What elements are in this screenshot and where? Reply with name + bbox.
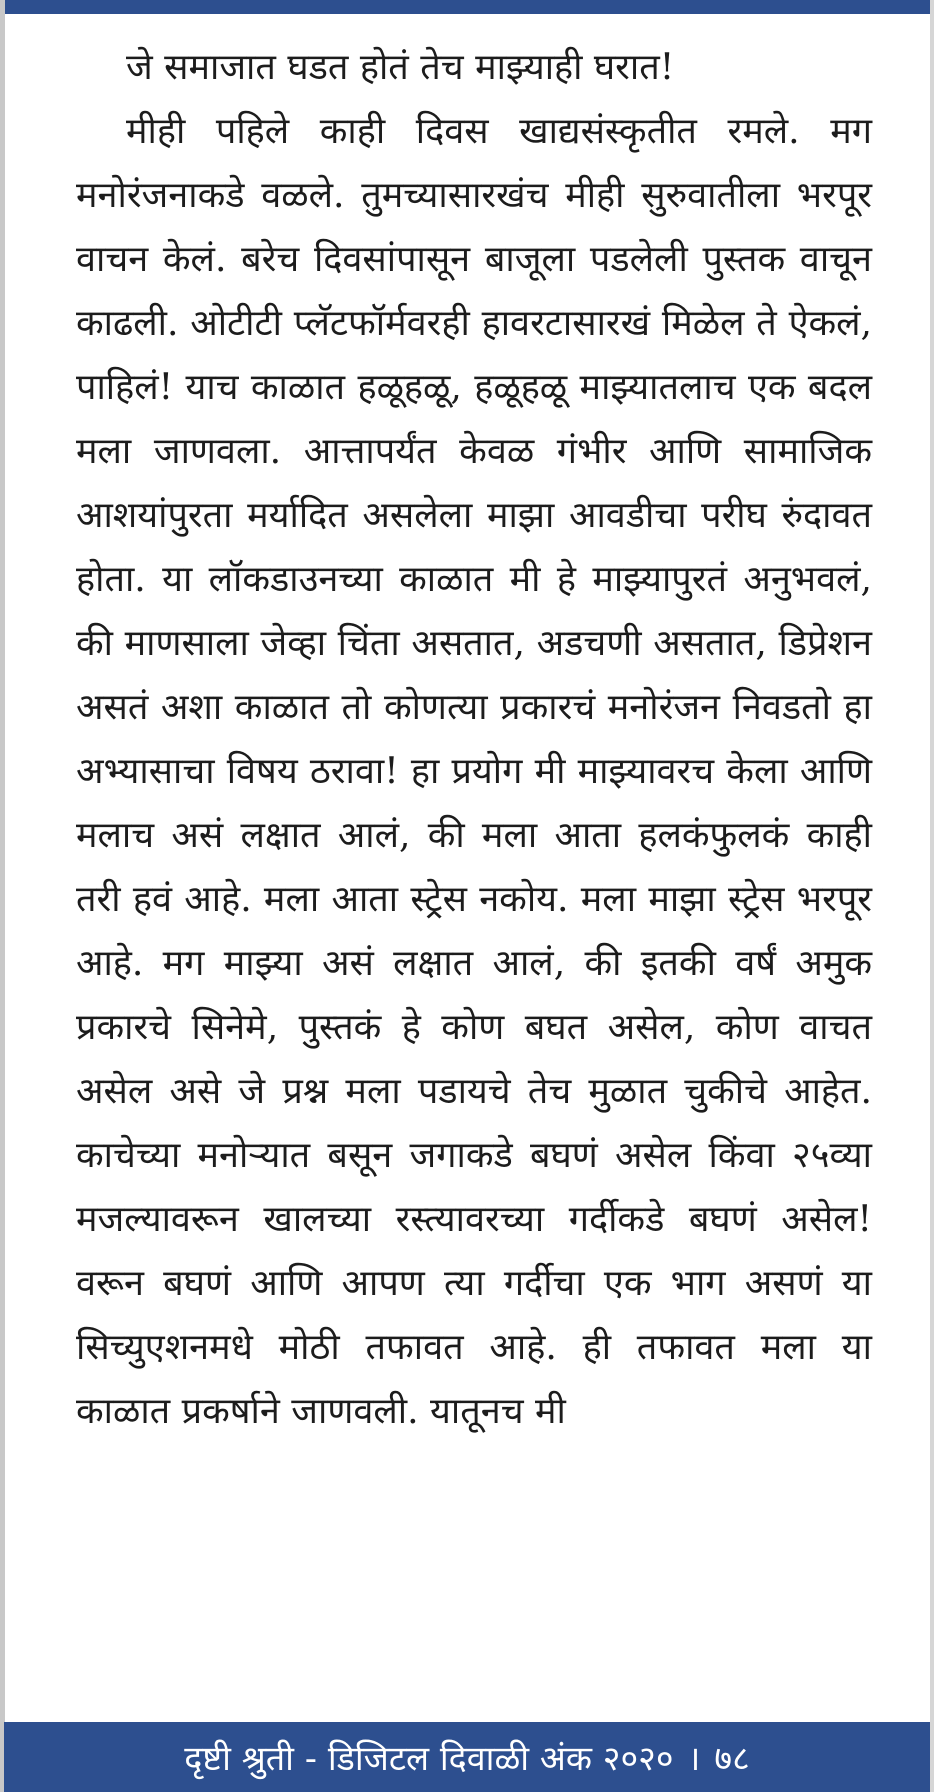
lead-line: जे समाजात घडत होतं तेच माझ्याही घरात! [126, 47, 675, 88]
article-body [76, 36, 872, 1444]
publication-title: दृष्टी श्रुती - डिजिटल दिवाळी अंक २०२० [184, 1739, 674, 1779]
scrollbar-track[interactable] [930, 0, 934, 1792]
top-banner [0, 0, 934, 14]
footer-separator: । [687, 1739, 701, 1779]
left-page-edge [0, 0, 5, 1792]
page-number: ७८ [714, 1739, 750, 1779]
article-paragraph: मीही पहिले काही दिवस खाद्यसंस्कृतीत रमले. मग मनोरंजनाकडे वळले. तुमच्यासारखंच मीही सुरुवातीला भरपूर वाचन केलं. बरेच दिवसांपासून बाजूला पडलेली पुस्तक वाचून काढली. ओटीटी प्लॅटफॉर्मवरही हावरटासारखं मिळेल ते ऐकलं, पाहिलं! याच काळात हळूहळू, हळूहळू माझ्यातलाच एक बदल मला जाणवला. आत्तापर्यंत केवळ गंभीर आणि सामाजिक आशयांपुरता मर्यादित असलेला माझा आवडीचा परीघ रुंदावत होता. या लॉकडाउनच्या काळात मी हे माझ्यापुरतं अनुभवलं, की माणसाला जेव्हा चिंता असतात, अडचणी असतात, डिप्रेशन असतं अशा काळात तो कोणत्या प्रकारचं मनोरंजन निवडतो हा अभ्यासाचा विषय ठरावा! हा प्रयोग मी माझ्यावरच केला आणि मलाच असं लक्षात आलं, की मला आता हलकंफुलकं काही तरी हवं आहे. मला आता स्ट्रेस नकोय. मला माझा स्ट्रेस भरपूर आहे. मग माझ्या असं लक्षात आलं, की इतकी वर्षं अमुक प्रकारचे सिनेमे, पुस्तकं हे कोण बघत असेल, कोण वाचत असेल असे जे प्रश्न मला पडायचे तेच मुळात चुकीचे आहेत. काचेच्या मनोऱ्यात बसून जगाकडे बघणं असेल किंवा २५व्या मजल्यावरून खालच्या रस्त्यावरच्या गर्दीकडे बघणं असेल! वरून बघणं आणि आपण त्या गर्दीचा एक भाग असणं या सिच्युएशनमधे मोठी तफावत आहे. ही तफावत मला या काळात प्रकर्षाने जाणवली. यातूनच मी [76, 111, 872, 1432]
page-footer [4, 1722, 930, 1792]
